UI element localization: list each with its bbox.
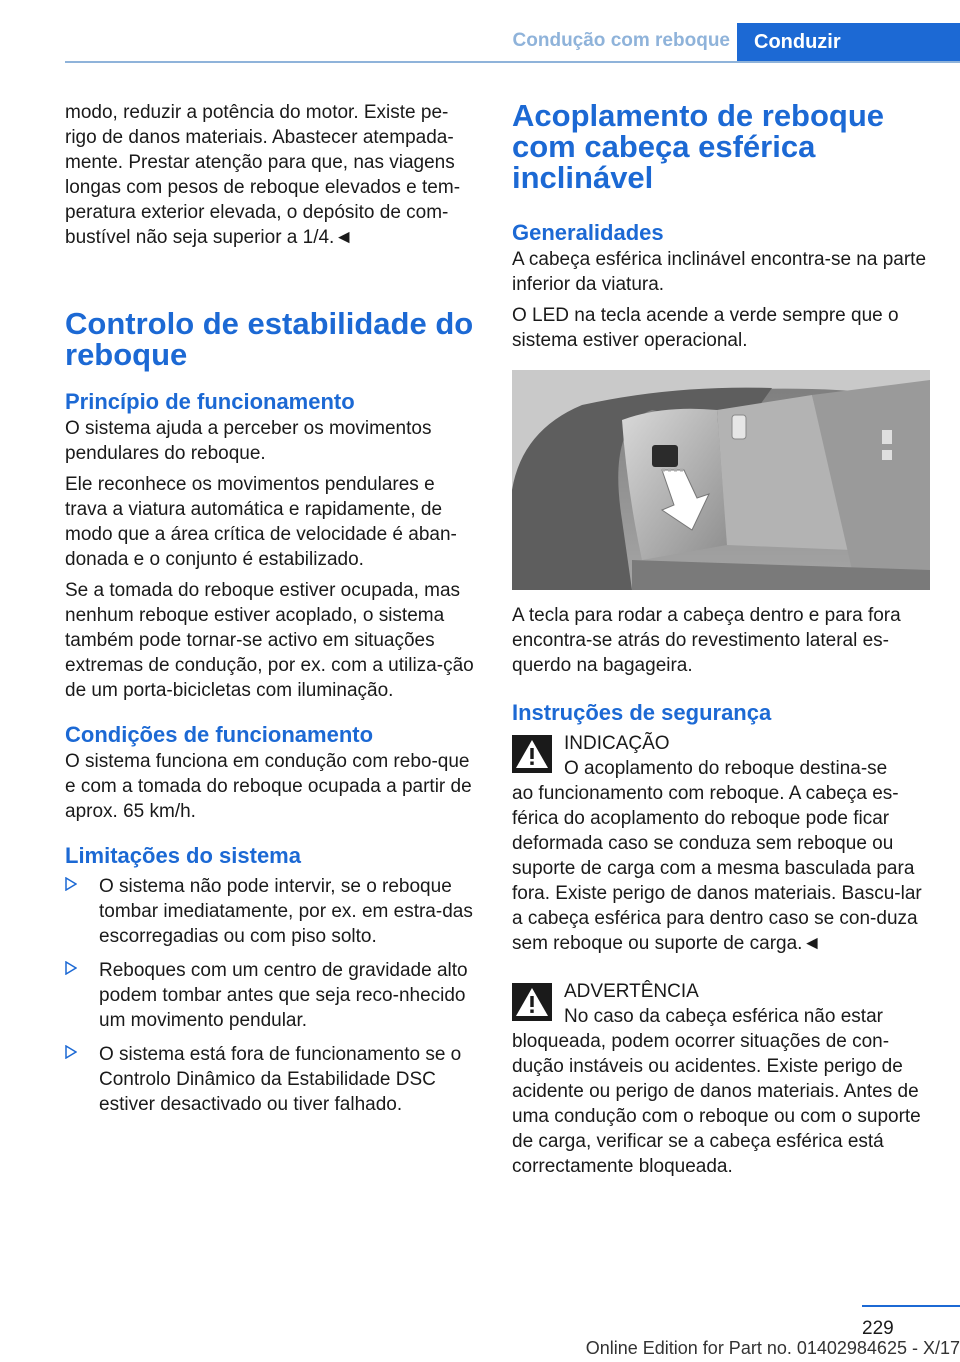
triangle-right-icon — [65, 877, 77, 891]
footer-rule — [862, 1305, 960, 1307]
subheading-operating-conditions: Condições de funcionamento — [65, 722, 374, 747]
subheading-system-limitations: Limitações do sistema — [65, 843, 301, 868]
subheading-safety-instructions: Instruções de segurança — [512, 700, 772, 725]
section-title-trailer-stability: Controlo de estabilidade do reboque — [65, 306, 474, 372]
paragraph: O sistema ajuda a perceber os movimentos pendulares do reboque. — [65, 418, 432, 464]
paragraph: Ele reconhece os movimentos pendulares e trava a viatura automática e rapidamente, de modo que a área crítica de velocidade é aban-donada e o conjunto é estabilizado. — [65, 474, 457, 570]
warning-first-line: No caso da cabeça esférica não estar — [564, 1006, 883, 1027]
trunk-illustration — [512, 370, 930, 590]
warning-triangle-icon — [512, 735, 552, 773]
luggage-compartment-photo — [512, 370, 930, 590]
warning-body: bloqueada, podem ocorrer situações de con-dução instáveis ou acidentes. Existe perigo de acidente ou perigo de danos materiais. Antes de uma condução com o reboque ou com o suporte de carga, verificar se a cabeça esférica está correctamente bloqueada. — [512, 1031, 921, 1177]
subheading-general: Generalidades — [512, 220, 664, 245]
list-item: Reboques com um centro de gravidade alto podem tombar antes que seja reco-nhecido um movimento pendular. — [65, 958, 480, 1033]
list-item: O sistema está fora de funcionamento se o Controlo Dinâmico da Estabilidade DSC estiver desactivado ou tiver falhado. — [65, 1042, 480, 1117]
section-title-tow-hitch: Acoplamento de reboque com cabeça esférica inclinável — [512, 98, 885, 195]
chapter-label: Conduzir — [754, 31, 841, 53]
notice-first-line: O acoplamento do reboque destina-se — [564, 758, 888, 779]
warning-title: ADVERTÊNCIA — [564, 981, 699, 1002]
list-item: O sistema não pode intervir, se o reboque tombar imediatamente, por ex. em estra-das escorregadias ou com piso solto. — [65, 874, 480, 949]
notice-title: INDICAÇÃO — [564, 733, 670, 754]
triangle-right-icon — [65, 961, 77, 975]
notice-box — [512, 731, 930, 956]
running-header-chapter-tab — [737, 23, 960, 63]
notice-body: ao funcionamento com reboque. A cabeça es-férica do acoplamento do reboque pode ficar deformada caso se conduza sem reboque ou suporte de carga com a mesma basculada para fora. Existe perigo de danos materiais. Bascu-lar a cabeça esférica para dentro caso se con-duza sem reboque ou suporte de carga.◄ — [512, 783, 922, 954]
left-column — [65, 100, 480, 1117]
paragraph: A cabeça esférica inclinável encontra-se na parte inferior da viatura. — [512, 249, 927, 295]
subheading-operating-principle: Princípio de funcionamento — [65, 389, 355, 414]
triangle-right-icon — [65, 1045, 77, 1059]
warning-box — [512, 979, 930, 1179]
warning-triangle-icon — [512, 983, 552, 1021]
right-column — [512, 100, 930, 1179]
paragraph: Se a tomada do reboque estiver ocupada, mas nenhum reboque estiver acoplado, o sistema também pode tornar-se activo em situações extremas de condução, por ex. com a utiliza-ção de um porta-bicicletas com iluminação. — [65, 580, 474, 701]
limitations-list — [65, 874, 480, 1117]
image-caption: A tecla para rodar a cabeça dentro e para fora encontra-se atrás do revestimento lateral es-querdo na bagageira. — [512, 605, 901, 676]
page-number: 229 — [862, 1318, 894, 1339]
running-header-section: Condução com reboque — [512, 30, 730, 51]
paragraph: O sistema funciona em condução com rebo-que e com a tomada do reboque ocupada a partir de aprox. 65 km/h. — [65, 751, 472, 822]
edition-footer: Online Edition for Part no. 01402984625 - X/17 — [585, 1338, 960, 1358]
paragraph: O LED na tecla acende a verde sempre que o sistema estiver operacional. — [512, 305, 899, 351]
header-rule — [65, 61, 960, 63]
intro-paragraph: modo, reduzir a potência do motor. Existe pe-rigo de danos materiais. Abastecer atempada-mente. Prestar atenção para que, nas viagens longas com pesos de reboque elevados e tem-peratura exterior elevada, o depósito de com-bustível não seja superior a 1/4.◄ — [65, 102, 461, 248]
